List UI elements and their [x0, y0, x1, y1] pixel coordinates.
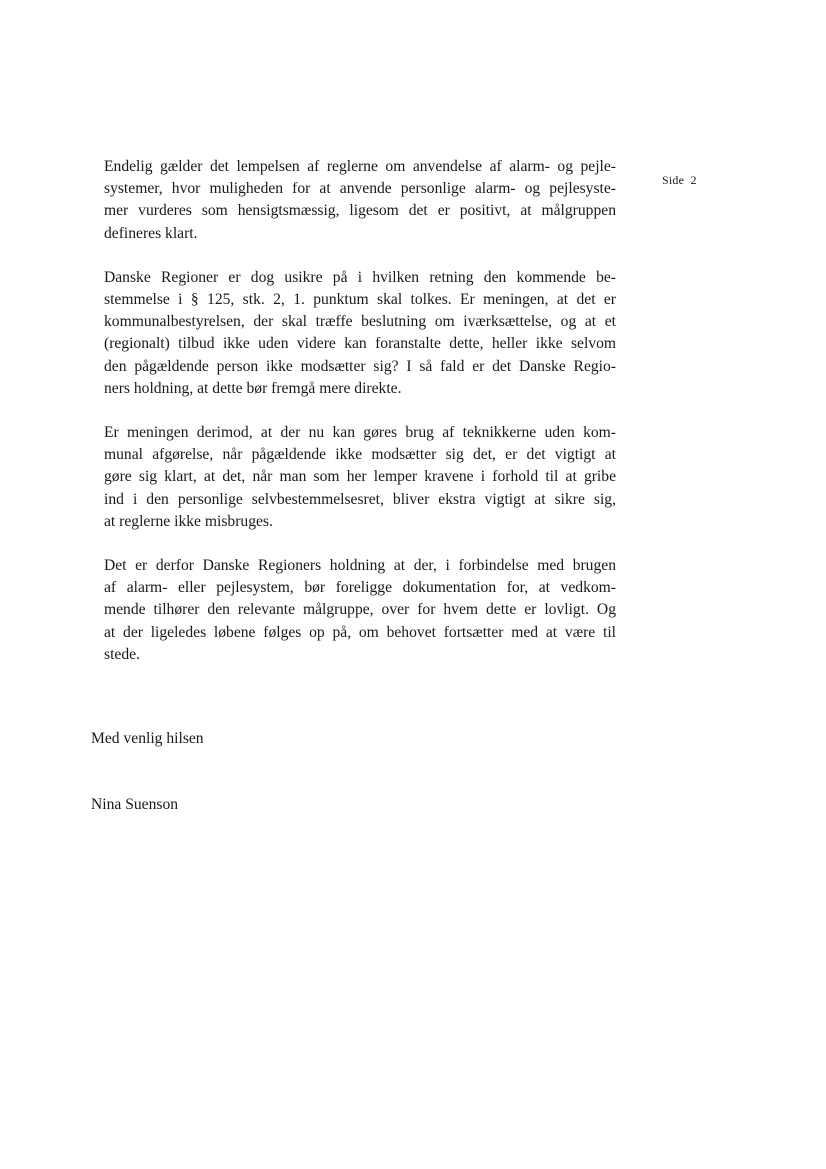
paragraph — [104, 555, 616, 666]
paragraph-line: Det er derfor Danske Regioners holdning at der, i forbindelse med brugen — [104, 557, 616, 575]
paragraph-line: systemer, hvor muligheden for at anvende personlige alarm- og pejlesyste- — [104, 180, 616, 198]
closing-salutation: Med venlig hilsen — [91, 730, 204, 747]
paragraph-line: kommunalbestyrelsen, der skal træffe beslutning om iværksættelse, og at et — [104, 313, 616, 331]
paragraph-line: ners holdning, at dette bør fremgå mere direkte. — [104, 379, 402, 397]
paragraph-line: at der ligeledes løbene følges op på, om behovet fortsætter med at være til — [104, 623, 616, 641]
paragraph-line: Endelig gælder det lempelsen af reglerne om anvendelse af alarm- og pejle- — [104, 158, 616, 175]
paragraph-line: (regionalt) tilbud ikke uden videre kan foranstalte dette, heller ikke selvom — [104, 335, 616, 353]
paragraph — [104, 156, 616, 245]
letter-body — [104, 156, 616, 688]
paragraph-line: ind i den personlige selvbestemmelsesret, bliver ekstra vigtigt at sikre sig, — [104, 490, 616, 508]
paragraph-line: mende tilhører den relevante målgruppe, over for hvem dette er lovligt. Og — [104, 601, 616, 619]
page-number: Side 2 — [662, 173, 697, 187]
paragraph-line: stede. — [104, 645, 140, 663]
paragraph — [104, 422, 616, 533]
paragraph-line: mer vurderes som hensigtsmæssig, ligesom det er positivt, at målgruppen — [104, 202, 616, 220]
paragraph-line: defineres klart. — [104, 224, 198, 242]
paragraph-line: gøre sig klart, at det, når man som her lemper kravene i forhold til at gribe — [104, 468, 616, 486]
paragraph-line: munal afgørelse, når pågældende ikke modsætter sig det, er det vigtigt at — [104, 446, 616, 464]
paragraph-line: at reglerne ikke misbruges. — [104, 512, 273, 530]
paragraph-line: stemmelse i § 125, stk. 2, 1. punktum skal tolkes. Er meningen, at det er — [104, 291, 616, 309]
paragraph-line: Danske Regioner er dog usikre på i hvilken retning den kommende be- — [104, 268, 616, 286]
paragraph-line: af alarm- eller pejlesystem, bør foreligge dokumentation for, at vedkom- — [104, 579, 616, 597]
paragraph-line: den pågældende person ikke modsætter sig? I så fald er det Danske Regio- — [104, 357, 616, 375]
signature-name: Nina Suenson — [91, 796, 179, 813]
paragraph-line: Er meningen derimod, at der nu kan gøres brug af teknikkerne uden kom- — [104, 424, 616, 442]
paragraph — [104, 267, 616, 400]
